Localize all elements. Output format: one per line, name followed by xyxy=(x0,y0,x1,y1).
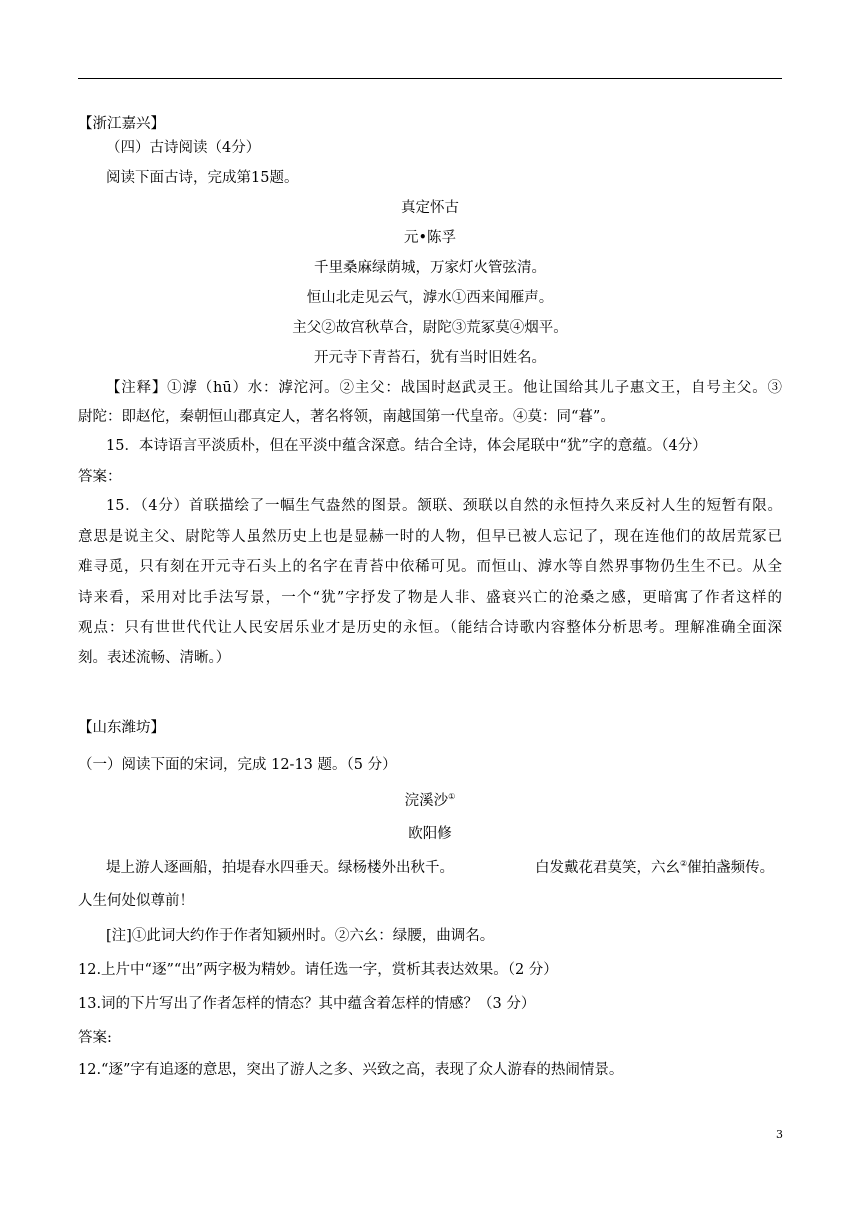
answer-label: 答案: xyxy=(78,1030,112,1046)
question-12: 12.上片中“逐”“出”两字极为精妙。请任选一字，赏析其表达效果。（2 分） xyxy=(78,962,558,978)
answer-line: 难寻觅，只有刻在开元寺石头上的名字在青苔中依稀可见。而恒山、滹水等自然界事物仍生生不已。从全 xyxy=(78,559,782,575)
annotation-line: 【注释】①滹（hū）水：滹沱河。②主父：战国时赵武灵王。他让国给其儿子惠文王，自号主父。③ xyxy=(106,380,782,396)
region-heading-shandong: 【山东潍坊】 xyxy=(78,720,165,736)
annotation: [注]①此词大约作于作者知颍州时。②六幺：绿腰，曲调名。 xyxy=(106,928,495,944)
answer-line: 诗来看，采用对比手法写景，一个“犹”字抒发了物是人非、盛衰兴亡的沧桑之感，更暗寓了作者这样的 xyxy=(78,590,782,606)
section-heading: （四）古诗阅读（4分） xyxy=(106,140,261,156)
region-heading-zhejiang: 【浙江嘉兴】 xyxy=(78,116,165,132)
ci-lower-stanza-end: 人生何处似尊前！ xyxy=(78,893,194,909)
instruction-text: 阅读下面古诗，完成第15题。 xyxy=(106,170,299,186)
ci-upper-stanza: 堤上游人逐画船，拍堤春水四垂天。绿杨楼外出秋千。 xyxy=(106,860,454,876)
answer-label: 答案： xyxy=(78,469,122,485)
poem-title: 真定怀古 xyxy=(401,200,459,216)
ci-lower-stanza: 白发戴花君莫笑，六幺②催拍盏频传。 xyxy=(535,859,775,876)
poem-line: 开元寺下青苔石，犹有当时旧姓名。 xyxy=(314,350,546,366)
answer-line: 观点：只有世世代代让人民安居乐业才是历史的永恒。（能结合诗歌内容整体分析思考。理解准确全面深 xyxy=(78,620,782,636)
question-15: 15．本诗语言平淡质朴，但在平淡中蕴含深意。结合全诗，体会尾联中“犹”字的意蕴。（4分） xyxy=(106,438,707,454)
answer-line: 刻。表述流畅、清晰。） xyxy=(78,650,231,666)
question-13: 13.词的下片写出了作者怎样的情态？其中蕴含着怎样的情感？（3 分） xyxy=(78,996,536,1012)
footnote-marker: ① xyxy=(448,792,456,802)
header-rule xyxy=(78,78,782,79)
answer-12: 12.“逐”字有追逐的意思，突出了游人之多、兴致之高，表现了众人游春的热闹情景。 xyxy=(78,1062,624,1078)
ci-author: 欧阳修 xyxy=(408,826,452,842)
ci-title: 浣溪沙① xyxy=(404,792,456,809)
answer-line: 意思是说主父、尉陀等人虽然历史上也是显赫一时的人物，但早已被人忘记了，现在连他们的故居荒冢已 xyxy=(78,529,782,545)
poem-line: 主父②故宫秋草合，尉陀③荒冢莫④烟平。 xyxy=(292,320,568,336)
page-number: 3 xyxy=(776,1128,783,1141)
poem-line: 恒山北走见云气，滹水①西来闻雁声。 xyxy=(306,290,554,306)
section-heading: （一）阅读下面的宋词，完成 12-13 题。（5 分） xyxy=(78,757,397,773)
answer-line: 15．（4分）首联描绘了一幅生气盎然的图景。颔联、颈联以自然的永恒持久来反衬人生的短暂有限。 xyxy=(106,498,782,514)
footnote-marker: ② xyxy=(680,859,688,869)
poem-line: 千里桑麻绿荫城，万家灯火管弦清。 xyxy=(314,260,546,276)
annotation-line: 尉陀：即赵佗，秦朝恒山郡真定人，著名将领，南越国第一代皇帝。④莫：同“暮”。 xyxy=(78,409,615,425)
poem-author: 元•陈孚 xyxy=(403,230,457,246)
